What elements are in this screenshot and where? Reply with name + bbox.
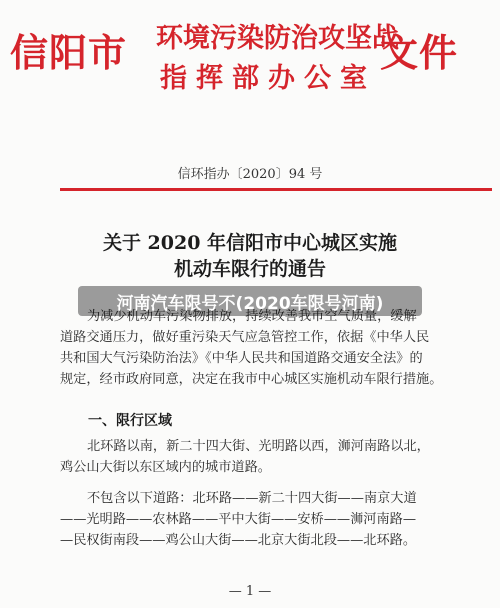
red-divider-line	[60, 188, 492, 191]
masthead-document: 文件	[380, 30, 459, 75]
intro-paragraph	[60, 306, 472, 390]
page-number: — 1 —	[228, 584, 272, 599]
section-heading: 一、限行区域	[88, 413, 172, 429]
paragraph-line: —民权街南段——鸡公山大街——北京大街北段——北环路。	[60, 533, 417, 548]
intro-line: 道路交通压力，做好重污染天气应急管控工作，依据《中华人民	[60, 330, 430, 345]
section1-paragraph-b	[60, 488, 472, 551]
notice-title-line1: 关于 2020 年信阳市中心城区实施	[102, 232, 398, 254]
intro-line: 规定，经市政府同意，决定在我市中心城区实施机动车限行措施。	[60, 372, 443, 387]
paragraph-line: 不包含以下道路：北环路——新二十四大街——南京大道	[87, 491, 417, 506]
masthead-office-line2: 指挥部办公室	[160, 63, 376, 94]
notice-title-line2: 机动车限行的通告	[173, 258, 326, 280]
paragraph-line: 北环路以南，新二十四大街、光明路以西，浉河南路以北，	[87, 439, 430, 454]
intro-line: 共和国大气污染防治法》《中华人民共和国道路交通安全法》的	[60, 351, 423, 366]
paragraph-line: ——光明路——农林路——平中大街——安桥——浉河南路—	[60, 512, 417, 527]
masthead-city: 信阳市	[10, 30, 128, 75]
masthead	[0, 0, 500, 150]
paragraph-line: 鸡公山大街以东区域内的城市道路。	[60, 460, 271, 475]
intro-line: 为减少机动车污染物排放，持续改善我市空气质量，缓解	[87, 309, 417, 324]
document-number: 信环指办〔2020〕94 号	[177, 167, 323, 182]
section1-paragraph-a	[60, 436, 472, 478]
caption-overlay-text: 河南汽车限号不(2020车限号河南)	[116, 294, 384, 314]
masthead-office-line1: 环境污染防治攻坚战	[156, 23, 399, 54]
